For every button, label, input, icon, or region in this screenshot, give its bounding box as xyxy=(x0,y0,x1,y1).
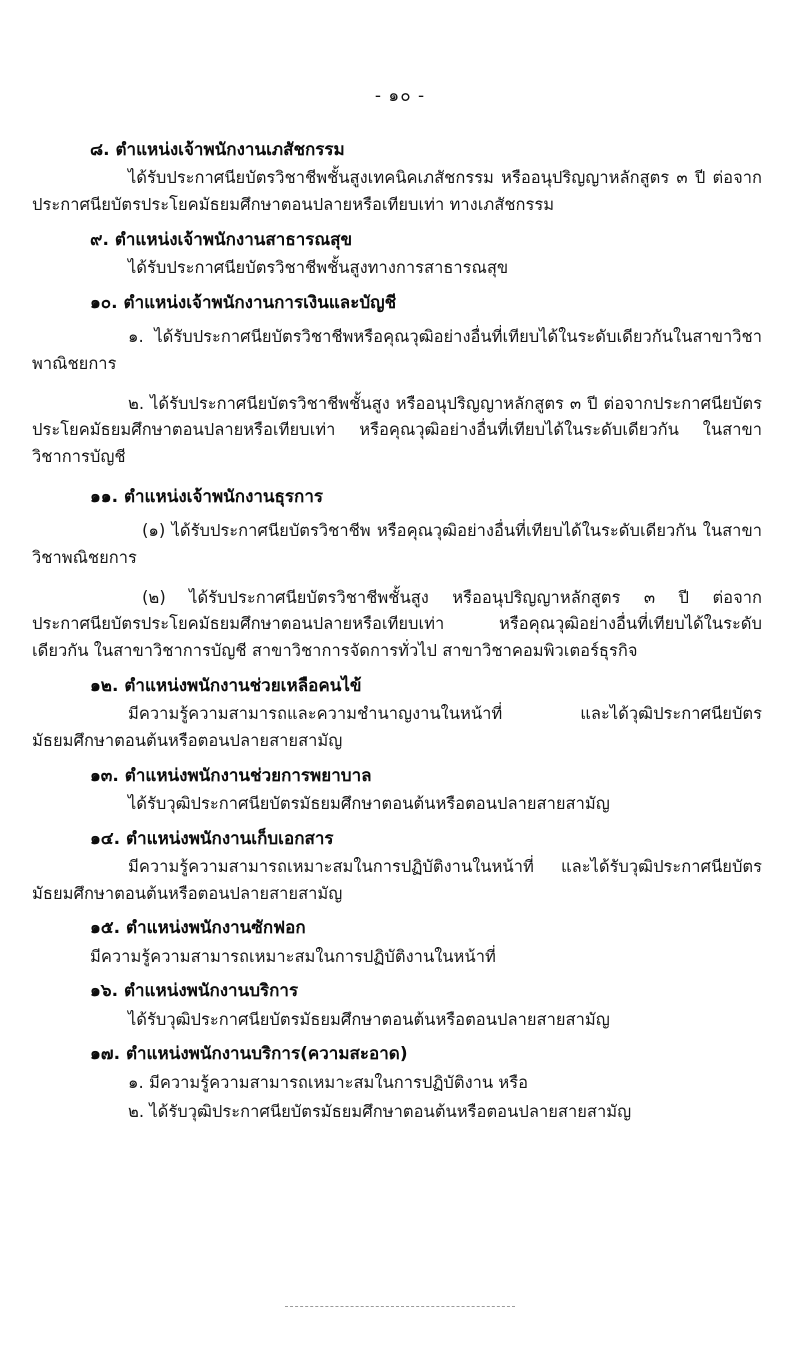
section-heading: ๙. ตำแหน่งเจ้าพนักงานสาธารณสุข xyxy=(90,229,353,250)
section-15 xyxy=(32,915,762,970)
section-heading: ๑๗. ตำแหน่งพนักงานบริการ(ความสะอาด) xyxy=(90,1044,408,1065)
section-paragraph: มีความรู้ความสามารถและความชำนาญงานในหน้าที่ และได้วุฒิประกาศนียบัตรมัธยมศึกษาตอนต้นหรือตอนปลายสายสามัญ xyxy=(32,704,762,750)
section-13 xyxy=(32,763,762,818)
section-paragraph: ได้รับวุฒิประกาศนียบัตรมัธยมศึกษาตอนต้นหรือตอนปลายสายสามัญ xyxy=(128,793,610,813)
section-paragraph: ๑. มีความรู้ความสามารถเหมาะสมในการปฏิบัติงาน หรือ xyxy=(128,1072,529,1092)
section-heading: ๑๔. ตำแหน่งพนักงานเก็บเอกสาร xyxy=(90,828,334,849)
section-heading: ๑๖. ตำแหน่งพนักงานบริการ xyxy=(90,981,299,1002)
section-heading: ๘. ตำแหน่งเจ้าพนักงานเภสัชกรรม xyxy=(90,140,345,160)
section-paragraph: ได้รับประกาศนียบัตรวิชาชีพชั้นสูงทางการสาธารณสุข xyxy=(128,258,509,278)
section-paragraph: (๑) ได้รับประกาศนียบัตรวิชาชีพ หรือคุณวุฒิอย่างอื่นที่เทียบได้ในระดับเดียวกัน ในสาขาวิชาพณิชยการ xyxy=(32,521,762,567)
section-paragraph: ๑. ได้รับประกาศนียบัตรวิชาชีพหรือคุณวุฒิอย่างอื่นที่เทียบได้ในระดับเดียวกันในสาขาวิชาพาณิชยการ xyxy=(32,327,762,373)
section-paragraph: ๒. ได้รับวุฒิประกาศนียบัตรมัธยมศึกษาตอนต้นหรือตอนปลายสายสามัญ xyxy=(128,1101,632,1121)
document-body xyxy=(30,137,770,1125)
section-paragraph: มีความรู้ความสามารถเหมาะสมในการปฏิบัติงานในหน้าที่ xyxy=(90,946,496,966)
section-paragraph: ได้รับประกาศนียบัตรวิชาชีพชั้นสูงเทคนิคเภสัชกรรม หรืออนุปริญญาหลักสูตร ๓ ปี ต่อจากประกาศนียบัตรประโยคมัธยมศึกษาตอนปลายหรือเทียบเท่า ทางเภสัชกรรม xyxy=(32,168,762,215)
section-paragraph: มีความรู้ความสามารถเหมาะสมในการปฏิบัติงานในหน้าที่ และได้รับวุฒิประกาศนียบัตรมัธยมศึกษาตอนต้นหรือตอนปลายสายสามัญ xyxy=(32,856,762,903)
section-heading: ๑๕. ตำแหน่งพนักงานซักฟอก xyxy=(90,918,306,939)
section-8 xyxy=(32,137,762,219)
divider-line xyxy=(285,1306,515,1307)
section-heading: ๑๓. ตำแหน่งพนักงานช่วยการพยาบาล xyxy=(90,765,372,786)
footer-divider xyxy=(0,1292,800,1311)
section-heading: ๑๑. ตำแหน่งเจ้าพนักงานธุรการ xyxy=(90,486,324,507)
section-paragraph: ๒. ได้รับประกาศนียบัตรวิชาชีพชั้นสูง หรืออนุปริญญาหลักสูตร ๓ ปี ต่อจากประกาศนียบัตรประโยคมัธยมศึกษาตอนปลายหรือเทียบเท่า หรือคุณวุฒิอย่างอื่นที่เทียบได้ในระดับเดียวกัน ในสาขาวิชาการบัญชี xyxy=(32,393,762,467)
section-paragraph: ได้รับวุฒิประกาศนียบัตรมัธยมศึกษาตอนต้นหรือตอนปลายสายสามัญ xyxy=(128,1009,610,1029)
page-number: - ๑๐ - xyxy=(374,86,426,106)
section-14 xyxy=(32,826,762,908)
section-12 xyxy=(32,673,762,755)
section-paragraph: (๒) ได้รับประกาศนียบัตรวิชาชีพชั้นสูง หรืออนุปริญญาหลักสูตร ๓ ปี ต่อจากประกาศนียบัตรประโยคมัธยมศึกษาตอนปลายหรือเทียบเท่า หรือคุณวุฒิอย่างอื่นที่เทียบได้ในระดับเดียวกัน ในสาขาวิชาการบัญชี สาขาวิชาการจัดการทั่วไป สาขาวิชาคอมพิวเตอร์ธุรกิจ xyxy=(32,587,762,660)
section-11 xyxy=(32,484,762,665)
section-10 xyxy=(32,290,762,471)
section-heading: ๑๐. ตำแหน่งเจ้าพนักงานการเงินและบัญชี xyxy=(90,292,397,313)
section-17 xyxy=(32,1041,762,1125)
section-heading: ๑๒. ตำแหน่งพนักงานช่วยเหลือคนไข้ xyxy=(90,675,362,696)
section-9 xyxy=(32,227,762,282)
section-16 xyxy=(32,978,762,1033)
